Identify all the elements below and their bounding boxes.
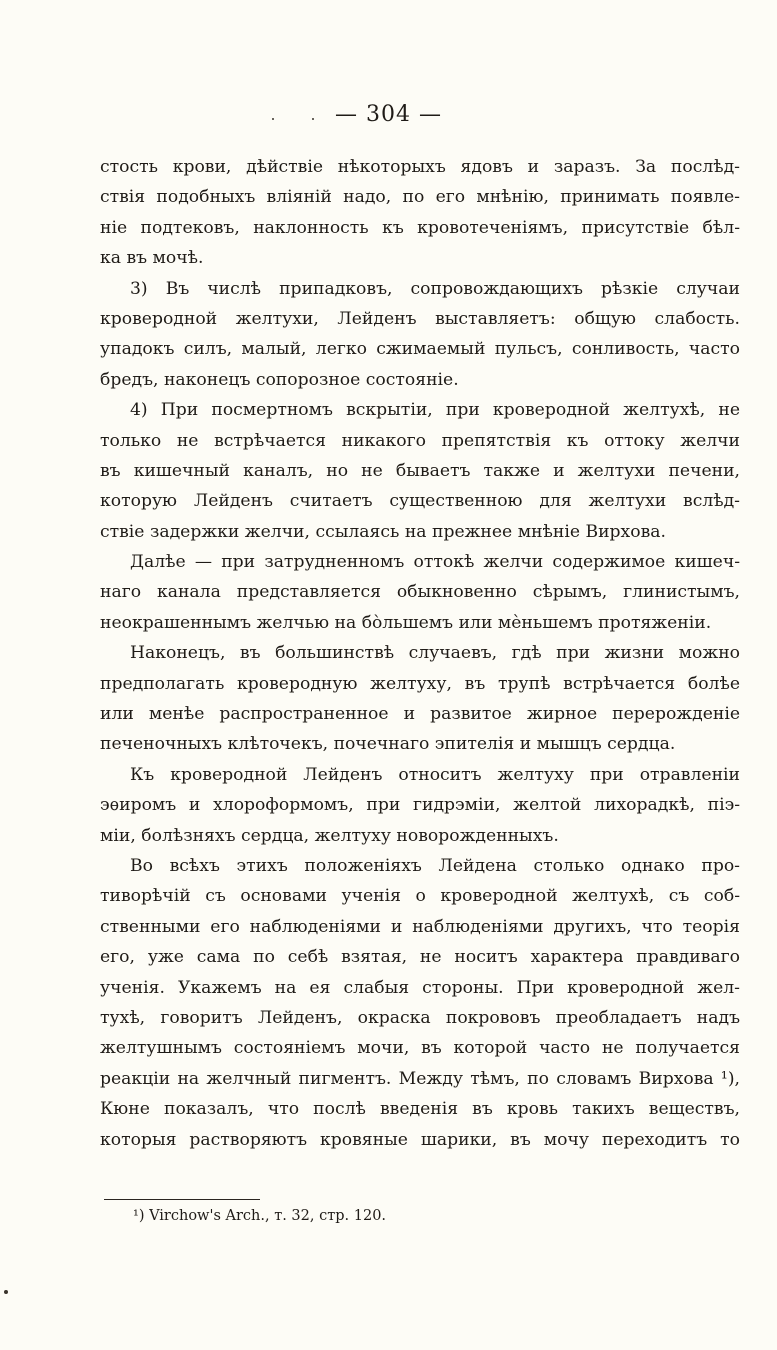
- text-line: которую Лейденъ считаетъ существенною для желтухи вслѣд-: [100, 491, 740, 512]
- text-line: только не встрѣчается никакого препятствія къ оттоку желчи: [100, 430, 740, 451]
- text-line: эѳиромъ и хлороформомъ, при гидрэміи, желтой лихорадкѣ, піэ-: [100, 795, 740, 816]
- text-line: желтушнымъ состояніемъ мочи, въ которой часто не получается: [100, 1038, 740, 1059]
- text-line: или менѣе распространенное и развитое жирное перерожденіе: [100, 704, 740, 725]
- text-line: Далѣе — при затрудненномъ оттокѣ желчи содержимое кишеч-: [130, 552, 740, 573]
- text-line: ствіе задержки желчи, ссылаясь на прежнее мнѣніе Вирхова.: [100, 521, 666, 542]
- text-line: Во всѣхъ этихъ положеніяхъ Лейдена столько однако про-: [130, 855, 740, 876]
- text-line: Кюне показалъ, что послѣ введенія въ кровь такихъ веществъ,: [100, 1099, 740, 1120]
- text-line: 3) Въ числѣ припадковъ, сопровождающихъ рѣзкіе случаи: [130, 278, 740, 299]
- text-line: которыя растворяютъ кровяные шарики, въ мочу переходитъ то: [100, 1129, 740, 1150]
- text-line: упадокъ силъ, малый, легко сжимаемый пульсъ, сонливость, часто: [100, 339, 740, 360]
- text-line: его, уже сама по себѣ взятая, не носитъ характера правдиваго: [100, 947, 740, 968]
- text-line: Къ кроверодной Лейденъ относитъ желтуху при отравленіи: [130, 764, 740, 785]
- print-speck: [4, 1290, 8, 1294]
- text-line: ка въ мочѣ.: [100, 248, 204, 269]
- text-line: ученія. Укажемъ на ея слабыя стороны. При кроверодной жел-: [100, 977, 740, 998]
- text-line: тухѣ, говоритъ Лейденъ, окраска покрововъ преобладаетъ надъ: [100, 1007, 740, 1028]
- text-line: неокрашеннымъ желчью на бо̀льшемъ или мѐньшемъ протяженіи.: [100, 612, 712, 633]
- body-text: [100, 152, 740, 1155]
- print-speck: [312, 118, 314, 120]
- text-line: кроверодной желтухи, Лейденъ выставляетъ: общую слабость.: [100, 308, 740, 329]
- text-line: ственными его наблюденіями и наблюденіями другихъ, что теорія: [100, 916, 740, 937]
- page-number: — 304 —: [335, 102, 442, 127]
- text-line: реакціи на желчный пигментъ. Между тѣмъ, по словамъ Вирхова ¹),: [100, 1068, 740, 1089]
- text-line: наго канала представляется обыкновенно сѣрымъ, глинистымъ,: [100, 582, 740, 603]
- text-line: ніе подтековъ, наклонность къ кровотеченіямъ, присутствіе бѣл-: [100, 217, 740, 238]
- print-speck: [272, 118, 274, 120]
- text-line: бредъ, наконецъ сопорозное состояніе.: [100, 369, 459, 390]
- text-line: въ кишечный каналъ, но не бываетъ также и желтухи печени,: [100, 460, 740, 481]
- footnote: ¹) Virchow's Arch., т. 32, стр. 120.: [133, 1208, 387, 1224]
- text-line: Наконецъ, въ большинствѣ случаевъ, гдѣ при жизни можно: [130, 643, 740, 664]
- text-line: предполагать кроверодную желтуху, въ трупѣ встрѣчается болѣе: [100, 673, 740, 694]
- footnote-rule: [104, 1199, 260, 1200]
- text-line: 4) При посмертномъ вскрытіи, при кроверодной желтухѣ, не: [130, 400, 740, 421]
- text-line: тиворѣчій съ основами ученія о кроверодной желтухѣ, съ соб-: [100, 886, 740, 907]
- text-line: міи, болѣзняхъ сердца, желтуху новорожденныхъ.: [100, 825, 559, 846]
- text-line: ствія подобныхъ вліяній надо, по его мнѣнію, принимать появле-: [100, 187, 740, 208]
- text-line: печеночныхъ клѣточекъ, почечнаго эпителія и мышцъ сердца.: [100, 734, 676, 755]
- text-line: стость крови, дѣйствіе нѣкоторыхъ ядовъ и заразъ. За послѣд-: [100, 157, 740, 177]
